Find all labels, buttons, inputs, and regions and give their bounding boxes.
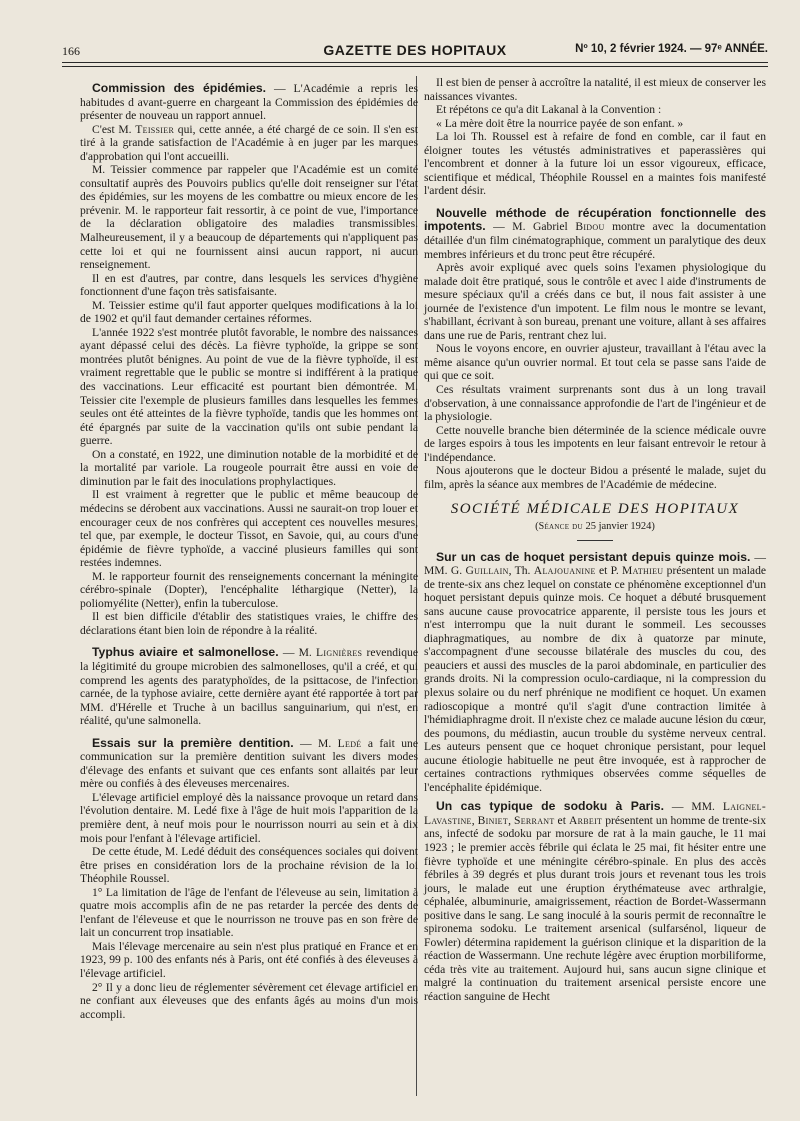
left-column — [80, 76, 418, 1021]
header-rule — [62, 62, 768, 63]
author-name: Arbeit — [568, 813, 603, 827]
author-name: Alajouanine — [533, 564, 596, 578]
page-number: 166 — [62, 44, 80, 58]
section-rule — [577, 540, 613, 541]
paragraph: Il est bien de penser à accroître la natalité, il est mieux de conserver les naissances vivantes. — [424, 76, 766, 103]
hoquet-section: Sur un cas de hoquet persistant depuis quinze mois. — MM. G. Guillain, Th. Alajouanine et P. Mathieu présentent un malade de trente-six ans chez lequel on constate ce phénomène exceptionnel d'un hoquet persistant depuis quinze mois. Ce hoquet a débuté brusquement sans aucune cause provocatrice apparente, il persiste tous les jours et n'est interrompu que la nuit durant le sommeil. Les secousses diaphragmatiques, au nombre de dix à quatorze par minute, s'accompagnent d'une secousse bilatérale des muscles du cou, des peauciers et aussi des muscles de la paroi abdominale, en particulier des grands droits. Ni la compression oculo-cardiaque, ni la compression du plexus solaire ou du nerf phrénique ne modifient ce hoquet. Un examen radioscopique a montré qu'il s'agit d'une contraction limitée à l'hémidiaphragme droit. Il n'existe chez ce malade aucune lésion du cœur, des poumons, du médiastin, aucun trouble du système nerveux central. Les auteurs pensent que ce hoquet chronique persistant, pour lequel aucune étiologie habituelle ne peut être invoquée, est à rapprocher de certaines contractions rythmiques observées comme séquelles de l'encéphalite épidémique. — [424, 549, 767, 794]
header-rule-double — [62, 66, 768, 67]
paragraph: L'année 1922 s'est montrée plutôt favorable, le nombre des naissances ayant dépassé celui des décès. La fièvre typhoïde, la grippe se sont montrées plutôt bénignes. Au point de vue de la fièvre typhoïde, il est vraiment regrettable que le public se montre si indifférent à la pratique des vaccinations. Leur efficacité est pourtant bien démontrée. M. Teissier cite l'exemple de plusieurs familles dans lesquelles les femmes seules ont été atteintes de la fièvre typhoïde, tandis que les hommes ont été épargnés par suite de la vaccination qu'ils ont subie pendant la guerre. — [80, 325, 418, 448]
author-name: Ledé — [337, 736, 362, 750]
paragraph: De cette étude, M. Ledé déduit des conséquences sociales qui doivent être prises en considération lors de la prochaine révision de la loi Théophile Roussel. — [80, 845, 418, 886]
author-name: Laignel-Lavastine — [424, 800, 766, 827]
author-name: Teissier — [135, 122, 175, 136]
sodoku-section: Un cas typique de sodoku à Paris. — MM. Laignel-Lavastine, Biniet, Serrant et Arbeit présentent un homme de trente-six ans, infecté de sodoku par morsure de rat à la main gauche, le 11 mai 1923 ; le premier accès fébrile qui éclata le 25 mai, fit hésiter entre une fièvre typhoïde et une méningite cérébro-spinale. En plus des accès fébriles à 39 degrés et plus durant trois jours et revenant tous les trois jours, le malade eut une éruption érythémateuse avec arthralgie, céphalée, albuminurie, amaigrissement, réaction de Bordet-Wassermann positive dans le sang. Le sang inoculé à la souris permit de reconnaître le spironema sodoku. Le traitement arsenical (sulfarsénol, liqueur de Fowler) détermina rapidement la guérison clinique et la disparition de la réaction de Wassermann. Une rechute légère avec éruption morbiliforme, céda très vite au traitement. Aujourd hui, sans aucun signe clinique et malgré la continuation du traitement arsenical persiste encore une réaction sanguine de Hecht — [424, 799, 767, 1003]
paragraph: Ces résultats vraiment surprenants sont dus à un long travail d'observation, à une connaissance approfondie de l'art de l'ingénieur et de la physiologie. — [424, 383, 766, 424]
paragraph: Et répétons ce qu'a dit Lakanal à la Convention : — [436, 103, 662, 117]
paragraph: C'est M. Teissier qui, cette année, a été chargé de ce soin. Il s'en est tiré à la grande satisfaction de l'Académie à en juger par les marques d'approbation qui l'ont accueilli. — [80, 122, 418, 163]
journal-title: GAZETTE DES HOPITAUX — [323, 42, 507, 58]
section-heading: Essais sur la première dentition. — [92, 735, 294, 750]
author-name: Biniet — [477, 813, 509, 827]
section-heading: Typhus aviaire et salmonellose. — [92, 645, 279, 660]
paragraph: Il en est d'autres, par contre, dans lesquels les services d'hygiène fonctionnent d'une façon très satisfaisante. — [80, 271, 418, 299]
essais-section: Essais sur la première dentition. — M. Ledé a fait une communication sur la première dentition suivant les divers modes d'élevage des enfants et suivant que ces enfants sont allaités par leur mère ou confiés à des éleveuses mercenaires. — [80, 735, 418, 791]
paragraph: L'élevage artificiel employé dès la naissance provoque un retard dans l'évolution dentaire. M. Ledé fixe à l'âge de huit mois l'apparition de la première dent, à neuf mois pour le nourrisson nourri au sein et à dix mois pour l'enfant à l'élevage artificiel. — [80, 790, 418, 845]
nouvelle-methode-section: Nouvelle méthode de récupération fonctionnelle des impotents. — M. Gabriel Bidou montre avec la documentation détaillée d'un film cinématographique, comment un paralytique des deux membres inférieurs et du tronc peut être récupéré. — [424, 205, 766, 261]
typhus-section: Typhus aviaire et salmonellose. — M. Lignières revendique la légitimité du groupe microbien des salmonelloses, qu'il a créé, et qui comprend les agents des paratyphoïdes, de la psittacose, de l'infection carnée, de la typhose aviaire, cette dernière ayant été rapportée à tort par MM. d'Hérelle et Truche à un bacillus sanguinarium, qui n'est, en réalité, qu'une salmonella. — [80, 645, 418, 728]
paragraph: Nous ajouterons que le docteur Bidou a présenté le malade, sujet du film, après la séance aux membres de l'Académie de médecine. — [424, 464, 766, 491]
author-name: Bidou — [575, 220, 605, 234]
right-column — [424, 76, 766, 1004]
paragraph: M. Teissier commence par rappeler que l'Académie est un comité consultatif auprès des Pouvoirs publics qu'elle doit renseigner sur l'état des épidémies, sur les moyens de les combattre ou mieux encore de les prévenir. M. le rapporteur fait ressortir, à ce point de vue, l'importance de la déclaration obligatoire des maladies transmissibles. Malheureusement, il y a beaucoup de départements qui n'appliquent pas cette loi et qui ne fournissent ainsi aucun rapport, ni aucun renseignement. — [80, 163, 418, 272]
paragraph: Il est bien difficile d'établir des statistiques vraies, le chiffre des déclarations étant bien loin de répondre à la réalité. — [80, 610, 418, 637]
paragraph: La loi Th. Roussel est à refaire de fond en comble, car il faut en éloigner toutes les vétustés administratives et paperassières qui l'encombrent et donner à la future loi un essor vigoureux, efficace, scientifique et médical, Théophile Roussel en a maintes fois manifesté l'ardent désir. — [424, 130, 766, 198]
paragraph: Il est vraiment à regretter que le public et même beaucoup de médecins se dérobent aux vaccinations. Aussi ne saurait-on trop louer et encourager ceux de nos confrères qui acceptent ces nouvelles mesures, tel que, par exemple, le docteur Tissot, en Savoie, qui, au cours d'une épidémie de fièvre typhoïde, a vacciné plusieurs familles qui sont restées indemnes. — [80, 488, 418, 570]
paragraph: 2° Il y a donc lieu de réglementer sévèrement cet élevage artificiel en ne confiant aux éleveuses que des enfants âgés au moins d'un mois accompli. — [80, 980, 418, 1021]
section-heading: Un cas typique de sodoku à Paris. — [436, 799, 664, 814]
paragraph: Cette nouvelle branche bien déterminée de la science médicale ouvre de larges espoirs à tous les impotents en leur faisant entrevoir le retour à l'indépendance. — [424, 423, 766, 464]
paragraph: 1° La limitation de l'âge de l'enfant de l'éleveuse au sein, limitation à quatre mois accomplis afin de ne pas retarder la percée des dents de l'enfant de l'éleveuse et que le nourrisson ne trouve pas en son frère de lait un concurrent trop insatiable. — [80, 885, 418, 940]
author-name: Serrant — [513, 813, 555, 827]
issue-info: Nº 10, 2 février 1924. — 97ᵉ ANNÉE. — [575, 43, 768, 55]
paragraph: Nous le voyons encore, en ouvrier ajusteur, travaillant à l'étau avec la même aisance qu'un ouvrier normal. Et tout cela se passe sans l'aide de qui que ce soit. — [424, 342, 766, 383]
section-heading: Sur un cas de hoquet persistant depuis quinze mois. — [436, 549, 751, 564]
paragraph: M. Teissier estime qu'il faut apporter quelques modifications à la loi de 1902 et qu'il faut demander certaines réformes. — [80, 298, 418, 326]
section-heading: Nouvelle méthode de récupération fonctionnelle des impotents. — [424, 205, 766, 234]
paragraph: Après avoir expliqué avec quels soins l'examen physiologique du malade doit être pratiqué, sous le contrôle et avec l aide d'instruments de mesure spéciaux qu'il a créés dans ce but, il nous fait assister à une journée de l'existence d'un impotent. Le film nous le montre se levant, s'habillant, écrivant à son bureau, prenant une voiture, allant à ses affaires dans une rue de Paris, rentrant chez lui. — [424, 261, 766, 342]
paragraph: Mais l'élevage mercenaire au sein n'est plus pratiqué en France et en 1923, 99 p. 100 des enfants nés à Paris, ont été confiés à des éleveuses à l'élevage artificiel. — [80, 939, 418, 980]
section-heading: Commission des épidémies. — [92, 81, 267, 95]
paragraph: On a constaté, en 1922, une diminution notable de la morbidité et de la mortalité par variole. La rougeole pourrait être aussi en voie de diminution par le fait des inoculations prophylactiques. — [80, 447, 418, 488]
author-name: Guillain — [465, 564, 509, 578]
paragraph: M. le rapporteur fournit des renseignements concernant la méningite cérébro-spinale (Dopter), l'encéphalite léthargique (Netter), la poliomyélite (Netter), enfin la tuberculose. — [80, 569, 418, 610]
author-name: Lignières — [316, 646, 363, 660]
session-date: (Séance du 25 janvier 1924) — [535, 520, 655, 532]
author-name: Mathieu — [622, 564, 664, 578]
quotation: « La mère doit être la nourrice payée de son enfant. » — [436, 116, 684, 130]
society-title: SOCIÉTÉ MÉDICALE DES HOPITAUX — [450, 501, 740, 518]
commission-section: Commission des épidémies. — L'Académie a repris les habitudes d avant-guerre en chargeant la Commission des épidémies de présenter de nouveau un rapport annuel. — [80, 81, 418, 123]
running-header — [62, 40, 768, 62]
